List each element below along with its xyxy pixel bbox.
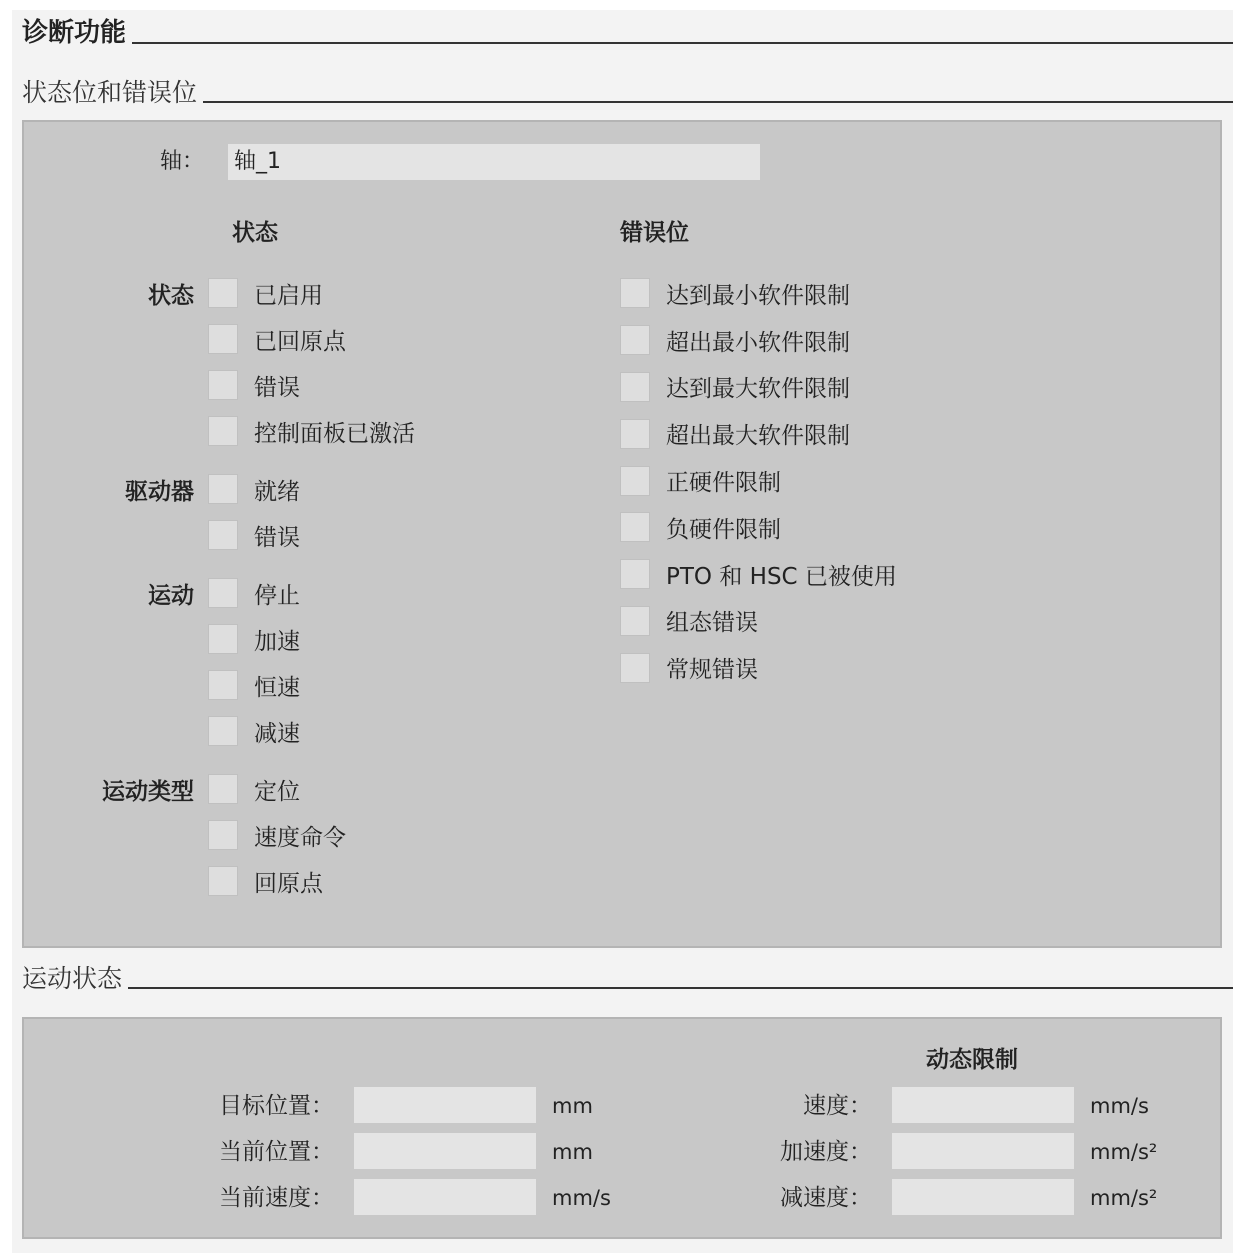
status-row xyxy=(88,662,415,708)
error-row xyxy=(620,644,897,691)
checkbox-standstill[interactable] xyxy=(208,578,238,608)
checkbox-label: 已回原点 xyxy=(254,328,346,355)
group-label-status: 状态 xyxy=(148,282,194,309)
status-groups xyxy=(88,270,415,904)
axis-field[interactable]: 轴_1 xyxy=(228,144,760,180)
checkbox-label: 减速 xyxy=(254,720,300,747)
deceleration-limit-field[interactable] xyxy=(892,1179,1074,1215)
checkbox-hw-positive-limit[interactable] xyxy=(620,466,650,496)
velocity-limit-unit: mm/s xyxy=(1090,1094,1149,1118)
checkbox-sw-min-reached[interactable] xyxy=(620,278,650,308)
motion-status-panel xyxy=(22,1017,1222,1239)
checkbox-sw-max-reached[interactable] xyxy=(620,372,650,402)
motion-section-heading xyxy=(22,966,1233,991)
page-title: 诊断功能 xyxy=(22,18,127,48)
checkbox-label: 负硬件限制 xyxy=(666,516,781,543)
error-row xyxy=(620,504,897,551)
velocity-limit-label: 速度： xyxy=(803,1093,872,1119)
checkbox-constant-velocity[interactable] xyxy=(208,670,238,700)
error-bits xyxy=(620,270,897,691)
checkbox-label: 正硬件限制 xyxy=(666,470,781,497)
error-column-title: 错误位 xyxy=(620,220,689,246)
checkbox-homed[interactable] xyxy=(208,324,238,354)
checkbox-drive-error[interactable] xyxy=(208,520,238,550)
checkbox-label: 达到最大软件限制 xyxy=(666,376,850,403)
status-row xyxy=(88,316,415,362)
status-row xyxy=(88,466,415,512)
checkbox-sw-min-exceeded[interactable] xyxy=(620,325,650,355)
status-row xyxy=(88,812,415,858)
error-row xyxy=(620,364,897,411)
velocity-limit-field[interactable] xyxy=(892,1087,1074,1123)
checkbox-label: 速度命令 xyxy=(254,824,346,851)
status-row xyxy=(88,512,415,558)
status-row xyxy=(88,362,415,408)
checkbox-label: 错误 xyxy=(254,374,300,401)
error-row xyxy=(620,270,897,317)
checkbox-label: 控制面板已激活 xyxy=(254,420,415,447)
status-row xyxy=(88,766,415,812)
group-label-drive: 驱动器 xyxy=(125,478,194,505)
motion-section-title: 运动状态 xyxy=(22,964,123,993)
status-row xyxy=(88,708,415,754)
motion-section-divider xyxy=(128,987,1233,989)
actual-position-label: 当前位置： xyxy=(219,1139,334,1165)
status-column-title: 状态 xyxy=(232,220,278,246)
checkbox-label: 组态错误 xyxy=(666,610,758,637)
deceleration-limit-label: 减速度： xyxy=(780,1185,872,1211)
checkbox-config-error[interactable] xyxy=(620,606,650,636)
checkbox-pto-hsc-in-use[interactable] xyxy=(620,559,650,589)
checkbox-label: 就绪 xyxy=(254,478,300,505)
checkbox-label: 恒速 xyxy=(254,674,300,701)
status-row xyxy=(88,616,415,662)
checkbox-homing[interactable] xyxy=(208,866,238,896)
checkbox-accelerating[interactable] xyxy=(208,624,238,654)
actual-velocity-unit: mm/s xyxy=(552,1186,611,1210)
error-row xyxy=(620,598,897,645)
error-row xyxy=(620,410,897,457)
target-position-label: 目标位置： xyxy=(219,1093,334,1119)
acceleration-limit-field[interactable] xyxy=(892,1133,1074,1169)
checkbox-label: 定位 xyxy=(254,778,300,805)
checkbox-label: 已启用 xyxy=(254,282,323,309)
actual-position-unit: mm xyxy=(552,1140,593,1164)
diagnostics-page xyxy=(12,10,1233,1253)
checkbox-label: PTO 和 HSC 已被使用 xyxy=(666,563,897,590)
checkbox-label: 停止 xyxy=(254,582,300,609)
status-row xyxy=(88,570,415,616)
checkbox-label: 达到最小软件限制 xyxy=(666,282,850,309)
error-row xyxy=(620,317,897,364)
page-title-row xyxy=(22,20,1233,46)
checkbox-label: 超出最小软件限制 xyxy=(666,329,850,356)
error-row xyxy=(620,551,897,598)
checkbox-hw-negative-limit[interactable] xyxy=(620,512,650,542)
checkbox-label: 错误 xyxy=(254,524,300,551)
checkbox-general-error[interactable] xyxy=(620,653,650,683)
acceleration-limit-unit: mm/s² xyxy=(1090,1140,1158,1164)
checkbox-control-panel-active[interactable] xyxy=(208,416,238,446)
checkbox-decelerating[interactable] xyxy=(208,716,238,746)
status-row xyxy=(88,858,415,904)
title-divider xyxy=(132,42,1233,44)
axis-label: 轴： xyxy=(160,149,205,174)
deceleration-limit-unit: mm/s² xyxy=(1090,1186,1158,1210)
checkbox-label: 回原点 xyxy=(254,870,323,897)
checkbox-enabled[interactable] xyxy=(208,278,238,308)
acceleration-limit-label: 加速度： xyxy=(780,1139,872,1165)
checkbox-speed-command[interactable] xyxy=(208,820,238,850)
dynamic-limits-title: 动态限制 xyxy=(926,1047,1018,1073)
status-section-title: 状态位和错误位 xyxy=(22,78,198,107)
checkbox-label: 加速 xyxy=(254,628,300,655)
error-row xyxy=(620,457,897,504)
status-row xyxy=(88,270,415,316)
checkbox-label: 超出最大软件限制 xyxy=(666,423,850,450)
status-panel xyxy=(22,120,1222,948)
actual-velocity-label: 当前速度： xyxy=(219,1185,334,1211)
checkbox-drive-ready[interactable] xyxy=(208,474,238,504)
checkbox-sw-max-exceeded[interactable] xyxy=(620,419,650,449)
checkbox-label: 常规错误 xyxy=(666,657,758,684)
target-position-unit: mm xyxy=(552,1094,593,1118)
checkbox-positioning[interactable] xyxy=(208,774,238,804)
status-section-heading xyxy=(22,80,1233,105)
status-section-divider xyxy=(203,101,1233,103)
actual-velocity-field[interactable] xyxy=(354,1179,536,1215)
actual-position-field[interactable] xyxy=(354,1133,536,1169)
status-row xyxy=(88,408,415,454)
group-label-motion: 运动 xyxy=(148,582,194,609)
checkbox-error[interactable] xyxy=(208,370,238,400)
group-label-motion-type: 运动类型 xyxy=(102,778,194,805)
target-position-field[interactable] xyxy=(354,1087,536,1123)
